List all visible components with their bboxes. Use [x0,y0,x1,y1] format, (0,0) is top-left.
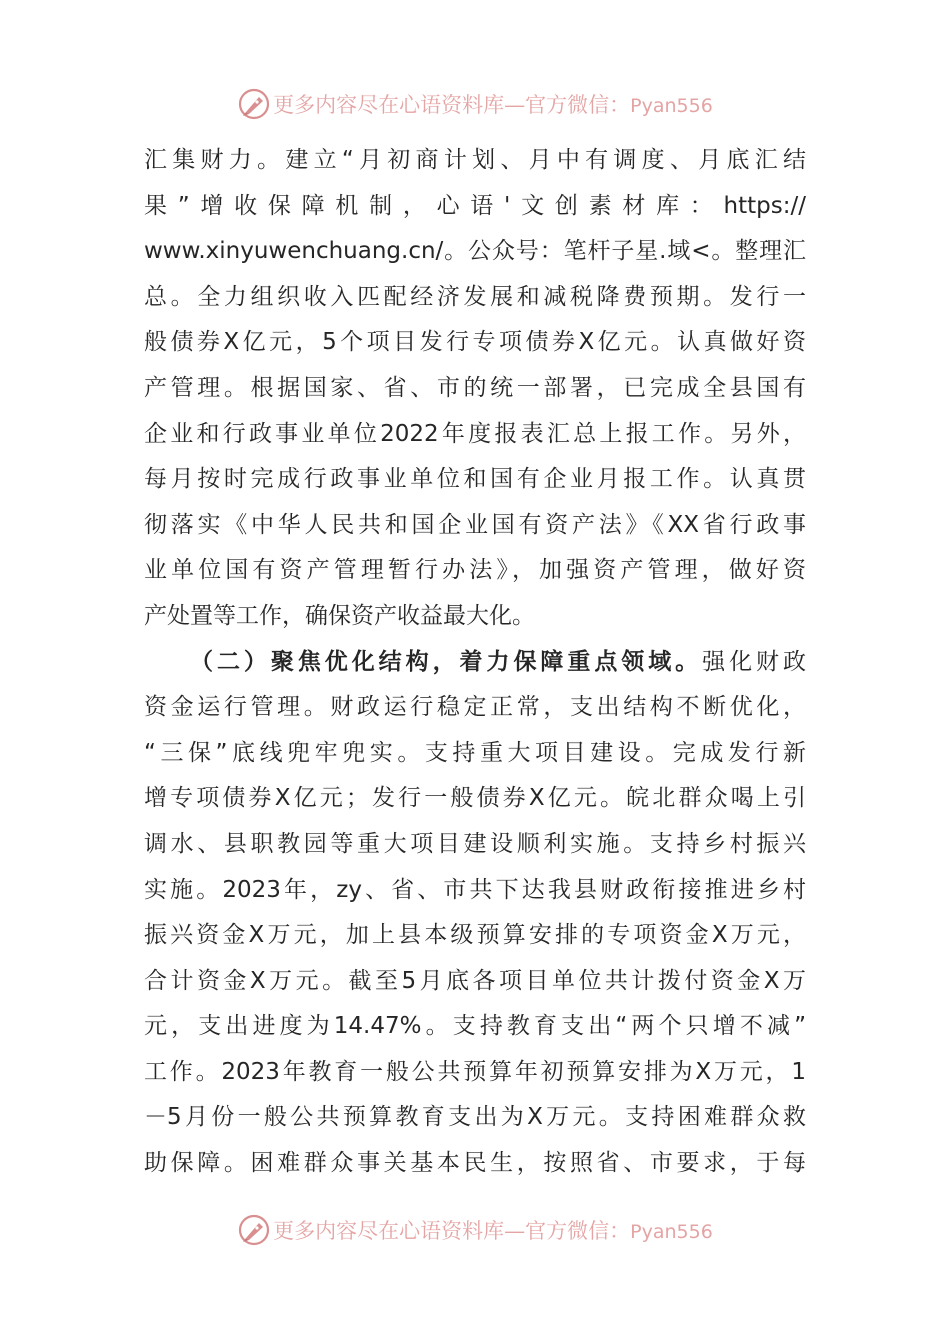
text-line: 增专项债券X亿元；发行一般债券X亿元。皖北群众喝上引 [144,785,806,812]
text-line: 产管理。根据国家、省、市的统一部署，已完成全县国有 [144,374,806,401]
text-line: －5月份一般公共预算教育支出为X万元。支持困难群众救 [144,1104,806,1131]
text-line: 企业和行政事业单位2022年度报表汇总上报工作。另外， [144,420,806,447]
watermark-footer [0,1210,950,1250]
text-line: 每月按时完成行政事业单位和国有企业月报工作。认真贯 [144,466,806,493]
watermark-id: Pyan556 [630,95,713,117]
text-line: www.xinyuwenchuang.cn/。公众号：笔杆子星.域<。整理汇 [144,238,806,265]
text-line: 调水、县职教园等重大项目建设顺利实施。支持乡村振兴 [144,830,806,857]
watermark-text [273,89,713,119]
text-line: “三保”底线兜牢兜实。支持重大项目建设。完成发行新 [144,739,806,766]
text-line: 资金运行管理。财政运行稳定正常，支出结构不断优化， [144,694,806,721]
watermark-text [273,1215,713,1245]
paragraph-1 [144,138,806,640]
text-line: 果”增收保障机制，心语'文创素材库：https:// [144,192,806,219]
watermark-header [0,84,950,124]
text-line: 彻落实《中华人民共和国企业国有资产法》《XX省行政事 [144,511,806,538]
watermark-slogan: 更多内容尽在心语资料库—官方微信： [273,1219,631,1243]
text-line: 助保障。困难群众事关基本民生，按照省、市要求，于每 [144,1150,806,1177]
text-line: 振兴资金X万元，加上县本级预算安排的专项资金X万元， [144,922,806,949]
text-line: 总。全力组织收入匹配经济发展和减税降费预期。发行一 [144,283,806,310]
text-line: 业单位国有资产管理暂行办法》，加强资产管理，做好资 [144,557,806,584]
text-line: 合计资金X万元。截至5月底各项目单位共计拨付资金X万 [144,967,806,994]
paragraph-2 [144,640,806,1187]
watermark-id: Pyan556 [630,1221,713,1243]
pen-nib-logo-icon [237,1213,271,1247]
pen-nib-logo-icon [237,87,271,121]
text-line: 工作。2023年教育一般公共预算年初预算安排为X万元，1 [144,1058,806,1085]
section-heading: （二）聚焦优化结构，着力保障重点领域。 [190,648,703,675]
text-line: 元，支出进度为14.47%。支持教育支出“两个只增不减” [144,1013,806,1040]
heading-continuation: 强化财政 [702,648,806,675]
text-line: 般债券X亿元，5个项目发行专项债券X亿元。认真做好资 [144,329,806,356]
watermark-slogan: 更多内容尽在心语资料库—官方微信： [273,93,631,117]
text-line: 产处置等工作，确保资产收益最大化。 [144,602,535,629]
text-line: 实施。2023年，zy、省、市共下达我县财政衔接推进乡村 [144,876,806,903]
document-body [144,138,806,1187]
text-line: 汇集财力。建立“月初商计划、月中有调度、月底汇结 [144,147,806,173]
paragraph-2-first-line [144,640,806,686]
